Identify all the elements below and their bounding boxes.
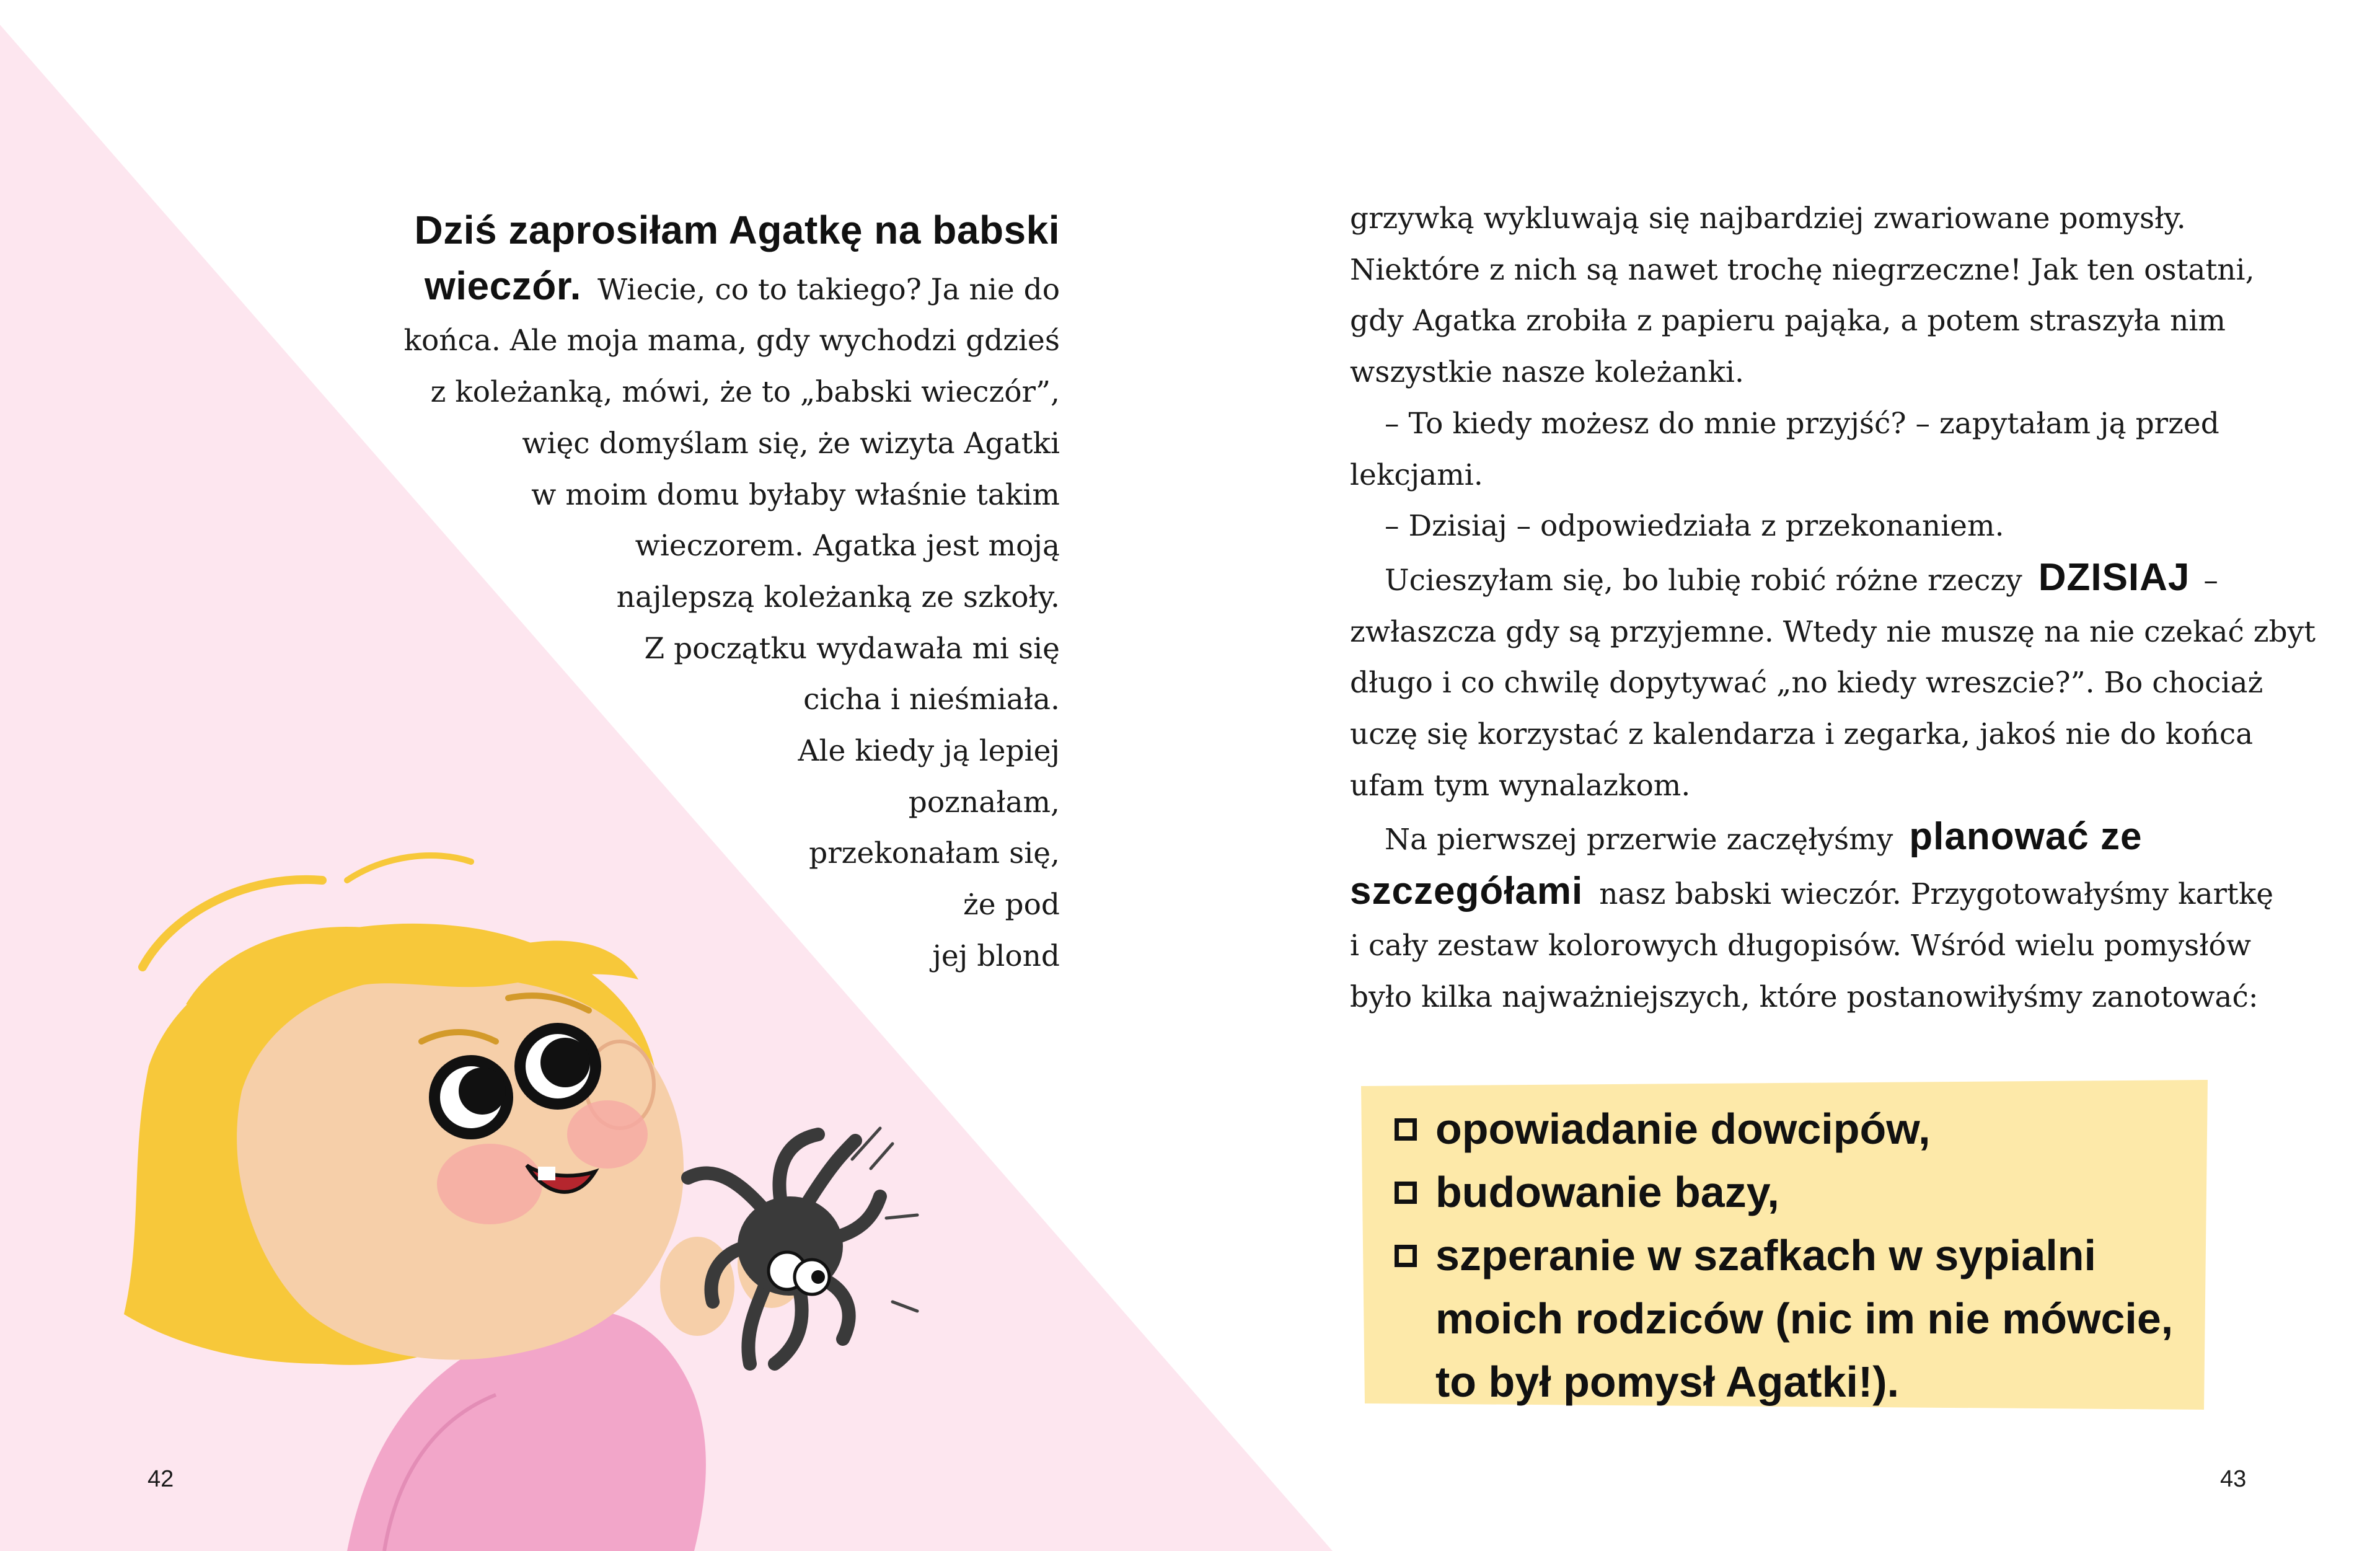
left-text-line <box>310 828 1060 880</box>
body-text: więc domyślam się, że wizyta Agatki <box>522 426 1060 461</box>
right-text-line <box>1350 921 2267 972</box>
body-text: ufam tym wynalazkom. <box>1350 768 1691 803</box>
body-text: wieczorem. Agatka jest moją <box>635 529 1060 563</box>
right-text-line <box>1350 811 2267 866</box>
body-text: przekonałam się, <box>809 836 1060 871</box>
checklist <box>1395 1097 2173 1413</box>
checklist-item <box>1395 1224 2173 1413</box>
left-text-line <box>310 260 1060 316</box>
left-text-line <box>310 880 1060 931</box>
checklist-item-text: budowanie bazy, <box>1435 1168 1779 1216</box>
body-text: w moim domu byłaby właśnie takim <box>531 477 1060 512</box>
body-text: grzywką wykluwają się najbardziej zwariowane pomysły. <box>1350 201 2186 236</box>
emphasis-handwritten-text: szczegółami <box>1350 870 1584 913</box>
right-text-line <box>1350 450 2267 502</box>
right-text-line <box>1350 866 2274 921</box>
left-text-line <box>310 674 1060 726</box>
right-text-line <box>1350 761 2267 812</box>
body-text: nasz babski wieczór. Przygotowałyśmy kartkę <box>1599 877 2274 912</box>
checklist-item-text: szperanie w szafkach w sypialni moich rodziców (nic im nie mówcie, to był pomysł Agatki!). <box>1435 1231 2174 1406</box>
right-text-line <box>1350 972 2267 1023</box>
checkbox-icon <box>1395 1118 1417 1141</box>
body-text: zwłaszcza gdy są przyjemne. Wtedy nie muszę na nie czekać zbyt <box>1350 614 2316 649</box>
left-text-line <box>310 931 1060 983</box>
body-text: było kilka najważniejszych, które postanowiłyśmy zanotować: <box>1350 979 2259 1014</box>
right-text-line <box>1350 296 2267 347</box>
body-text: – To kiedy możesz do mnie przyjść? – zapytałam ją przed <box>1385 406 2219 441</box>
body-text: Ale kiedy ją lepiej <box>798 734 1060 769</box>
page-number-left: 42 <box>148 1466 174 1492</box>
left-text-line <box>310 777 1060 829</box>
body-text: gdy Agatka zrobiła z papieru pająka, a potem straszyła nim <box>1350 304 2226 338</box>
body-text: Ucieszyłam się, bo lubię robić różne rzeczy <box>1385 563 2022 598</box>
emphasis-handwritten-text: DZISIAJ <box>2038 555 2190 599</box>
left-text-line <box>310 470 1060 521</box>
body-text: cicha i nieśmiała. <box>803 683 1060 717</box>
left-text-line <box>310 418 1060 470</box>
body-text: Na pierwszej przerwie zaczęłyśmy <box>1385 823 1893 857</box>
body-text: jej blond <box>932 939 1060 973</box>
body-text: Niektóre z nich są nawet trochę niegrzeczne! Jak ten ostatni, <box>1350 252 2255 287</box>
body-text: i cały zestaw kolorowych długopisów. Wśród wielu pomysłów <box>1350 928 2251 963</box>
body-text: Wiecie, co to takiego? Ja nie do <box>597 272 1060 307</box>
intro-handwritten-text: wieczór. <box>424 263 581 308</box>
left-text-line <box>310 624 1060 675</box>
right-text-line <box>1350 709 2267 761</box>
emphasis-handwritten-text: planować ze <box>1909 815 2143 859</box>
right-text-line <box>1350 658 2267 709</box>
body-text: lekcjami. <box>1350 457 1483 492</box>
left-text-line <box>310 205 1060 260</box>
checkbox-icon <box>1395 1245 1417 1267</box>
left-text-line <box>310 572 1060 624</box>
left-page-text <box>310 205 1060 983</box>
body-text: – Dzisiaj – odpowiedziała z przekonaniem. <box>1385 509 2004 544</box>
right-text-line <box>1350 399 2267 450</box>
left-text-line <box>310 521 1060 572</box>
intro-handwritten-text: Dziś zaprosiłam Agatkę na babski <box>414 208 1060 252</box>
checklist-note <box>1357 1079 2213 1413</box>
body-text: z koleżanką, mówi, że to „babski wieczór”, <box>430 375 1060 410</box>
body-text: wszystkie nasze koleżanki. <box>1350 355 1744 390</box>
right-text-line <box>1350 552 2267 607</box>
left-text-line <box>310 316 1060 367</box>
body-text: długo i co chwilę dopytywać „no kiedy wreszcie?”. Bo chociaż <box>1350 666 2263 700</box>
body-text: Z początku wydawała mi się <box>644 631 1060 666</box>
checklist-item <box>1395 1160 2173 1224</box>
body-text: że pod <box>963 888 1060 922</box>
right-text-line <box>1350 607 2316 658</box>
body-text: – <box>2203 563 2218 598</box>
page-number-right: 43 <box>2220 1466 2247 1492</box>
right-text-line <box>1350 245 2267 296</box>
body-text: uczę się korzystać z kalendarza i zegarka, jakoś nie do końca <box>1350 717 2254 752</box>
body-text: poznałam, <box>908 785 1060 820</box>
body-text: najlepszą koleżanką ze szkoły. <box>616 580 1060 614</box>
right-text-line <box>1350 347 2267 399</box>
right-text-line <box>1350 193 2267 245</box>
checklist-item-text: opowiadanie dowcipów, <box>1435 1105 1931 1153</box>
left-text-line <box>310 367 1060 418</box>
checklist-item <box>1395 1097 2173 1160</box>
left-text-line <box>310 726 1060 777</box>
right-page-text <box>1350 193 2316 1023</box>
right-text-line <box>1350 501 2267 552</box>
checkbox-icon <box>1395 1182 1417 1204</box>
body-text: końca. Ale moja mama, gdy wychodzi gdzieś <box>403 324 1060 358</box>
